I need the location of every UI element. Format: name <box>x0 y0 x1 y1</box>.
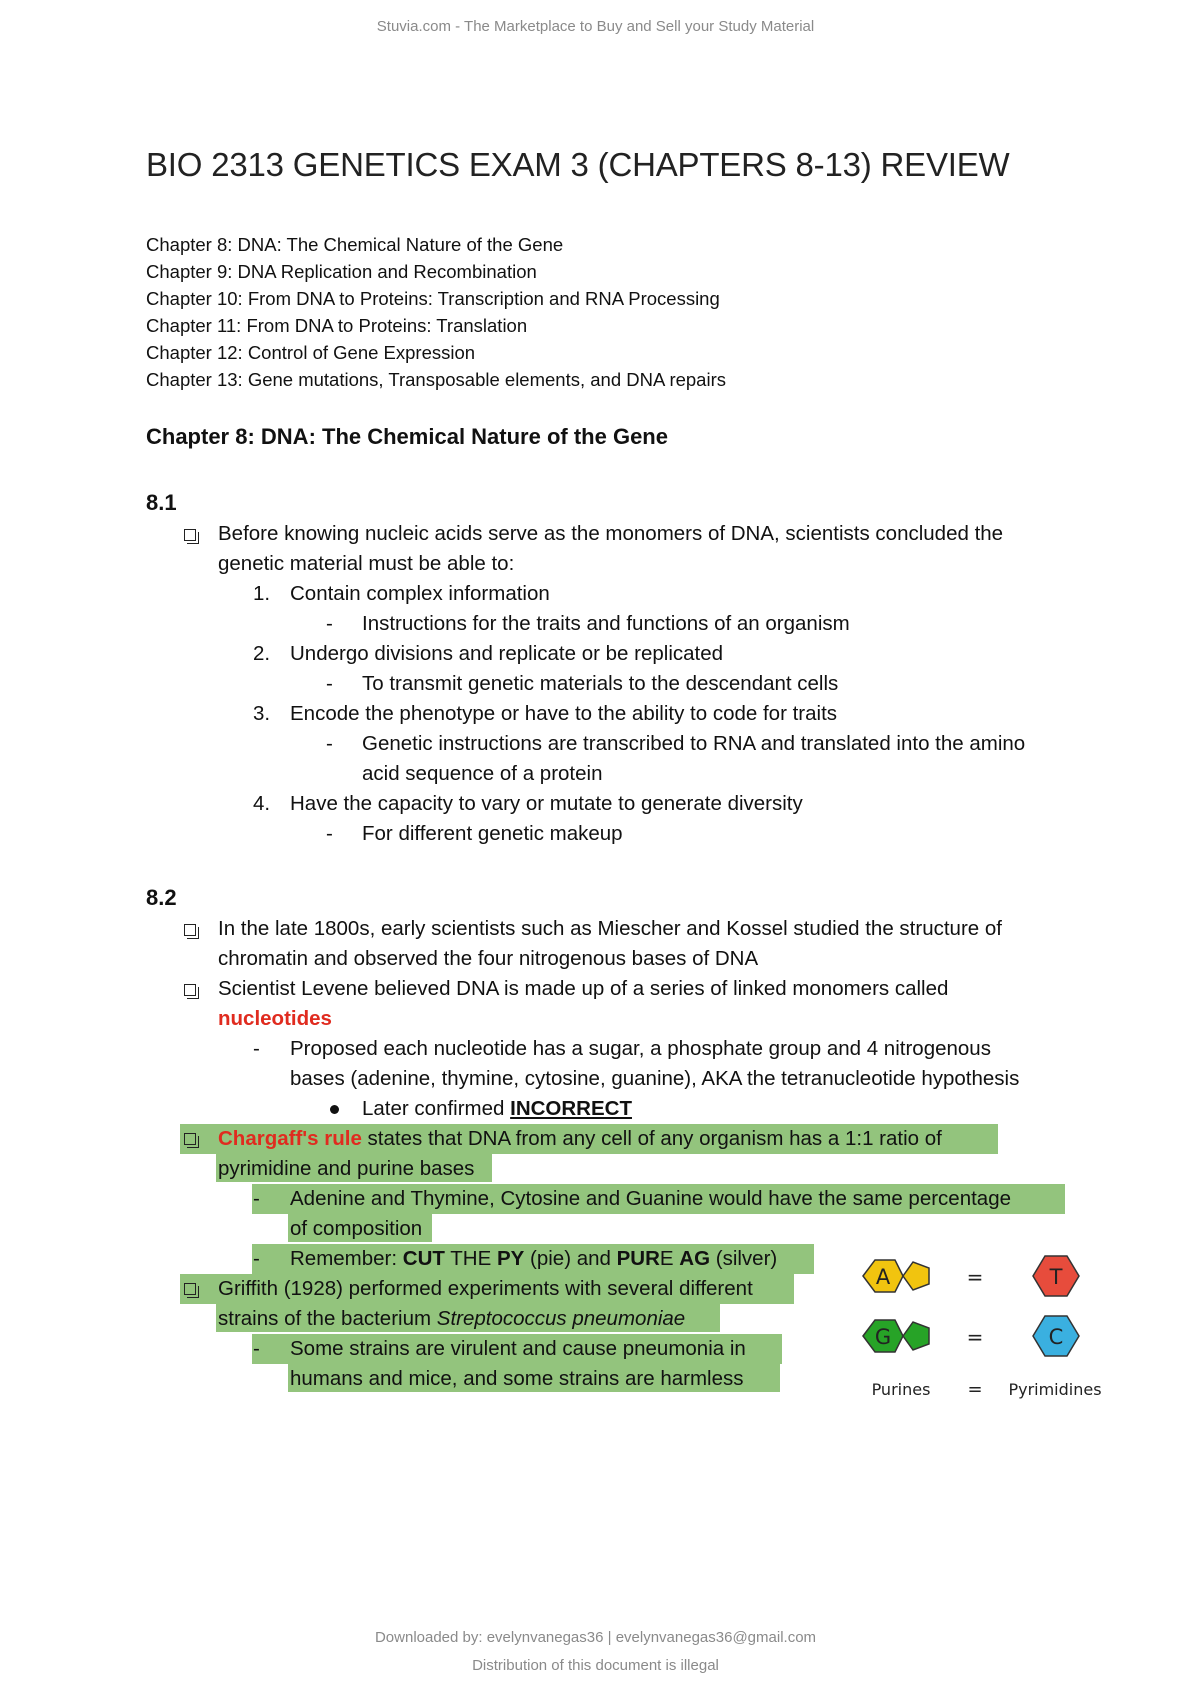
purine-a-shape <box>863 1260 929 1292</box>
list-item: Undergo divisions and replicate or be replicated <box>290 642 724 665</box>
purines-label: Purines <box>871 1380 931 1399</box>
base-letter-g: G <box>874 1325 892 1349</box>
bullet-text: In the late 1800s, early scientists such as Miescher and Kossel studied the structure of <box>218 917 1002 940</box>
sub-item: To transmit genetic materials to the descendant cells <box>362 672 839 695</box>
equals-sign: = <box>966 1325 984 1349</box>
sub-item: Proposed each nucleotide has a sugar, a phosphate group and 4 nitrogenous <box>290 1037 991 1060</box>
list-number: 2. <box>253 642 271 665</box>
dash-marker: - <box>253 1037 260 1060</box>
toc-item-ch11: Chapter 11: From DNA to Proteins: Translation <box>146 315 528 336</box>
checkbox-icon <box>184 984 196 996</box>
keyword-chargaffs-rule: Chargaff's rule <box>218 1127 362 1150</box>
incorrect-label: INCORRECT <box>510 1097 632 1120</box>
sub-item: Genetic instructions are transcribed to RNA and translated into the amino <box>362 732 1026 755</box>
sub-item: Instructions for the traits and functions of an organism <box>362 612 850 635</box>
sub-item: Adenine and Thymine, Cytosine and Guanine would have the same percentage <box>290 1187 1012 1210</box>
bullet-text: pyrimidine and purine bases <box>218 1157 475 1180</box>
sub-item: bases (adenine, thymine, cytosine, guanine), AKA the tetranucleotide hypothesis <box>290 1067 1020 1090</box>
list-number: 4. <box>253 792 271 815</box>
pyrimidine-t-shape <box>1033 1256 1079 1296</box>
base-letter-c: C <box>1048 1325 1064 1349</box>
bullet-text: genetic material must be able to: <box>218 552 515 575</box>
toc-item-ch12: Chapter 12: Control of Gene Expression <box>146 342 476 363</box>
mnemonic-part: PUR <box>616 1247 660 1270</box>
keyword-nucleotides: nucleotides <box>218 1007 332 1030</box>
sub-item: For different genetic makeup <box>362 822 623 845</box>
toc-item-ch13: Chapter 13: Gene mutations, Transposable elements, and DNA repairs <box>146 369 726 390</box>
species-name: Streptococcus pneumoniae <box>436 1307 686 1330</box>
bullet-text <box>218 1125 942 1153</box>
checkbox-icon <box>184 1133 196 1145</box>
bullet-dot-icon <box>330 1105 339 1114</box>
pyrimidine-c-shape <box>1033 1316 1079 1356</box>
sub-item: Some strains are virulent and cause pneumonia in <box>290 1337 746 1360</box>
base-letter-t: T <box>1049 1265 1063 1289</box>
equals-sign: = <box>967 1379 983 1400</box>
chapter-heading: Chapter 8: DNA: The Chemical Nature of the Gene <box>146 424 668 449</box>
dash-marker: - <box>253 1337 260 1360</box>
pyrimidines-label: Pyrimidines <box>1008 1380 1102 1399</box>
page-header: Stuvia.com - The Marketplace to Buy and Sell your Study Material <box>376 18 815 35</box>
purine-g-shape <box>863 1320 929 1352</box>
base-pairing-figure <box>855 1250 1115 1410</box>
bullet-text-rest: states that DNA from any cell of any organism has a 1:1 ratio of <box>361 1127 942 1150</box>
dash-marker: - <box>326 672 333 695</box>
bullet-text: Griffith (1928) performed experiments with several different <box>218 1277 753 1300</box>
base-letter-a: A <box>875 1265 891 1289</box>
list-item: Encode the phenotype or have to the ability to code for traits <box>290 702 838 725</box>
toc-item-ch9: Chapter 9: DNA Replication and Recombination <box>146 261 537 282</box>
mnemonic-part: (pie) and <box>524 1247 617 1270</box>
sub-sub-text: Later confirmed <box>362 1097 511 1120</box>
toc-item-ch8: Chapter 8: DNA: The Chemical Nature of the Gene <box>146 234 564 255</box>
dash-marker: - <box>326 822 333 845</box>
document-title: BIO 2313 GENETICS EXAM 3 (CHAPTERS 8-13) REVIEW <box>146 146 1010 183</box>
checkbox-icon <box>184 529 196 541</box>
toc-item-ch10: Chapter 10: From DNA to Proteins: Transcription and RNA Processing <box>146 288 720 309</box>
dash-marker: - <box>253 1247 260 1270</box>
bullet-text-part: strains of the bacterium <box>218 1307 437 1330</box>
list-number: 3. <box>253 702 271 725</box>
bullet-text: Scientist Levene believed DNA is made up of a series of linked monomers called <box>218 977 949 1000</box>
mnemonic-part: AG <box>679 1247 711 1270</box>
mnemonic-part: E <box>659 1247 680 1270</box>
dash-marker: - <box>253 1187 260 1210</box>
footer-downloaded-by: Downloaded by: evelynvanegas36 | evelynvanegas36@gmail.com <box>374 1629 817 1646</box>
list-number: 1. <box>253 582 271 605</box>
section-label-8-1: 8.1 <box>146 490 177 515</box>
bullet-text: Before knowing nucleic acids serve as the monomers of DNA, scientists concluded the <box>218 522 1004 545</box>
mnemonic-part: CUT <box>402 1247 445 1270</box>
section-label-8-2: 8.2 <box>146 885 177 910</box>
mnemonic-part: PY <box>496 1247 525 1270</box>
dash-marker: - <box>326 732 333 755</box>
mnemonic-part: Remember: <box>290 1247 403 1270</box>
list-item: Have the capacity to vary or mutate to generate diversity <box>290 792 803 815</box>
equals-sign: = <box>966 1265 984 1289</box>
checkbox-icon <box>184 924 196 936</box>
table-of-contents <box>146 231 1046 393</box>
checkbox-icon <box>184 1283 196 1295</box>
bullet-text <box>218 1305 685 1333</box>
mnemonic <box>290 1245 777 1273</box>
sub-sub-item <box>362 1095 632 1123</box>
list-item: Contain complex information <box>290 582 550 605</box>
dash-marker: - <box>326 612 333 635</box>
mnemonic-part: (silver) <box>710 1247 778 1270</box>
footer-distribution-notice: Distribution of this document is illegal <box>472 1657 719 1674</box>
sub-item: humans and mice, and some strains are harmless <box>290 1367 744 1390</box>
mnemonic-part: THE <box>444 1247 497 1270</box>
sub-item: acid sequence of a protein <box>362 762 603 785</box>
bullet-text: chromatin and observed the four nitrogenous bases of DNA <box>218 947 759 970</box>
sub-item: of composition <box>290 1217 423 1240</box>
